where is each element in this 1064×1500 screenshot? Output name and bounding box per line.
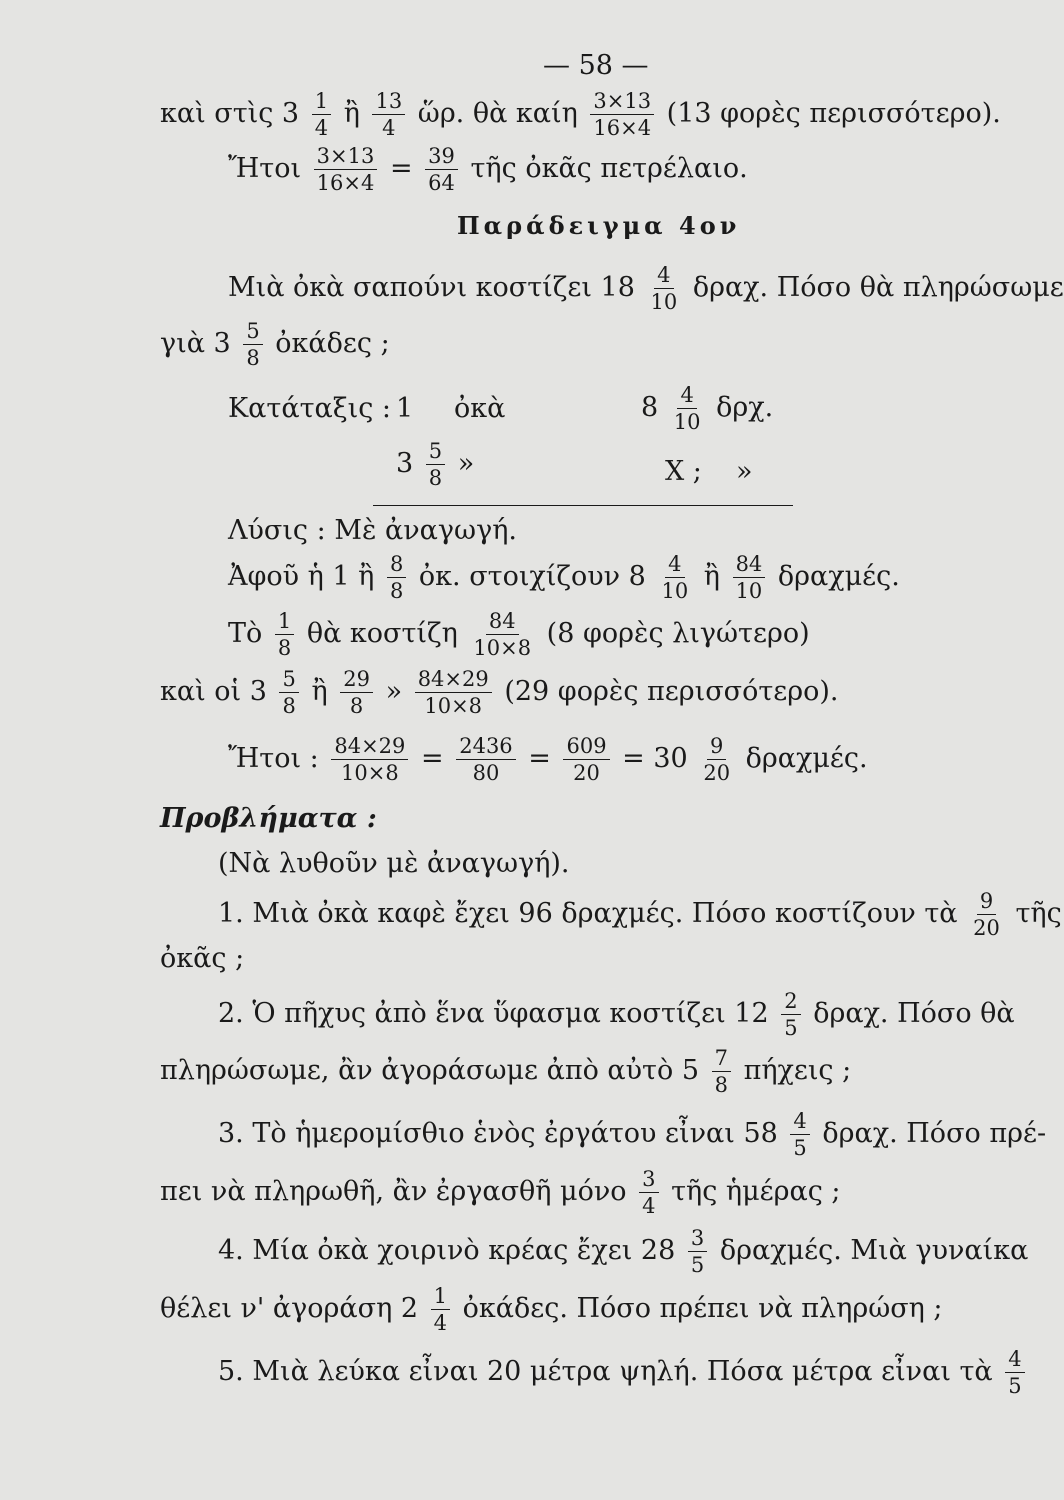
text: δραχμές. — [745, 743, 868, 775]
text: 1 — [396, 393, 414, 424]
problem-5 — [218, 1348, 1029, 1397]
text: » — [457, 448, 475, 480]
text: δραχ. Πόσο πρέ- — [822, 1118, 1047, 1150]
text: 3 — [396, 448, 414, 480]
text: τῆς ἡμέρας ; — [671, 1176, 841, 1208]
numerator: 3 — [688, 1227, 707, 1252]
problem-3 — [218, 1110, 1046, 1159]
text: Ἀφοῦ ἡ 1 ἢ — [228, 561, 375, 593]
fraction — [387, 553, 406, 602]
denominator: 8 — [349, 694, 364, 719]
text: καὶ στὶς 3 — [160, 98, 300, 130]
text: δραχ. Πόσο θὰ — [813, 998, 1015, 1030]
fraction — [781, 990, 800, 1039]
denominator: 10 — [735, 579, 763, 604]
fraction — [790, 1110, 809, 1159]
text-line — [396, 440, 474, 489]
denominator: 4 — [382, 116, 396, 141]
text: 5. Μιὰ λεύκα εἶναι 20 μέτρα ψηλή. Πόσα μέτρα εἶναι τὰ — [218, 1356, 993, 1388]
text: (29 φορὲς περισσότερο). — [504, 676, 839, 708]
denominator: 4 — [433, 1311, 447, 1336]
fraction — [243, 320, 262, 369]
fraction — [647, 264, 680, 313]
numerator: 39 — [425, 145, 458, 170]
text-line — [160, 668, 839, 717]
equals: = — [528, 743, 551, 775]
denominator: 4 — [314, 116, 329, 141]
fraction — [431, 1285, 450, 1334]
text: πει νὰ πληρωθῆ, ἂν ἐργασθῆ μόνο — [160, 1176, 627, 1208]
text: δραχ. Πόσο θὰ πληρώσωμε — [692, 272, 1064, 304]
fraction — [1005, 1348, 1024, 1397]
equals: = 30 — [622, 743, 688, 775]
fraction — [658, 553, 691, 602]
text-line — [641, 384, 773, 433]
text: ὀκάδες. Πόσο πρέπει νὰ πληρώση ; — [462, 1293, 943, 1325]
numerator: 1 — [431, 1285, 450, 1310]
numerator: 4 — [677, 384, 696, 409]
text: ὀκάδες ; — [275, 328, 390, 360]
text-line: Λύσις : Μὲ ἀναγωγή. — [228, 515, 517, 546]
fraction — [590, 90, 654, 139]
example-heading: Παράδειγμα 4ον — [457, 211, 741, 240]
text-line — [228, 264, 1064, 313]
text-line — [228, 735, 868, 784]
text-line — [228, 145, 748, 194]
text-line — [160, 1168, 841, 1217]
denominator: 10×8 — [341, 761, 399, 786]
denominator: 10 — [661, 579, 689, 604]
fraction — [275, 610, 294, 659]
text: ἢ — [343, 98, 360, 130]
text: δραχμές. Μιὰ γυναίκα — [719, 1235, 1029, 1267]
denominator: 10 — [650, 290, 678, 315]
denominator: 20 — [703, 761, 731, 786]
numerator: 3 — [639, 1168, 658, 1193]
denominator: 8 — [282, 694, 296, 719]
text: Ἤτοι : — [228, 743, 319, 775]
text-line — [228, 610, 810, 659]
fraction — [671, 384, 704, 433]
text: ὀκὰ — [454, 393, 506, 424]
denominator: 5 — [784, 1016, 798, 1041]
numerator: 3×13 — [590, 90, 654, 115]
text: 4. Μία ὀκὰ χοιρινὸ κρέας ἔχει 28 — [218, 1235, 676, 1267]
fraction — [331, 735, 408, 784]
text-line — [160, 320, 390, 369]
problem-4 — [218, 1227, 1028, 1276]
text-line: ὀκᾶς ; — [160, 943, 245, 974]
denominator: 8 — [277, 636, 292, 661]
text: γιὰ 3 — [160, 328, 231, 360]
denominator: 5 — [793, 1136, 807, 1161]
numerator: 3×13 — [314, 145, 378, 170]
numerator: 29 — [340, 668, 373, 693]
fraction — [372, 90, 405, 139]
numerator: 4 — [654, 264, 673, 289]
numerator: 13 — [372, 90, 405, 115]
text: ὀκ. στοιχίζουν 8 — [418, 561, 646, 593]
numerator: 1 — [275, 610, 294, 635]
text: » — [385, 676, 403, 708]
numerator: 5 — [279, 668, 298, 693]
text: καὶ οἱ 3 — [160, 676, 267, 708]
fraction — [470, 610, 534, 659]
numerator: 1 — [312, 90, 331, 115]
fraction — [426, 440, 445, 489]
fraction — [688, 1227, 707, 1276]
denominator: 80 — [472, 761, 500, 786]
text: » — [736, 456, 753, 487]
text: 8 — [641, 392, 659, 424]
text: (13 φορὲς περισσότερο). — [666, 98, 1001, 130]
fraction — [456, 735, 515, 784]
denominator: 10×8 — [473, 636, 532, 661]
text-line: Κατάταξις : — [228, 393, 392, 424]
divider — [373, 505, 793, 506]
text: ἢ — [311, 676, 328, 708]
denominator: 16×4 — [593, 116, 652, 141]
denominator: 20 — [973, 916, 1000, 941]
numerator: 7 — [712, 1047, 731, 1072]
numerator: 2436 — [456, 735, 515, 760]
text: Μιὰ ὀκὰ σαπούνι κοστίζει 18 — [228, 272, 635, 304]
denominator: 10×8 — [424, 694, 483, 719]
denominator: 8 — [714, 1073, 728, 1098]
denominator: 4 — [642, 1194, 656, 1219]
numerator: 84 — [733, 553, 766, 578]
denominator: 5 — [690, 1253, 705, 1278]
text-line — [228, 553, 900, 602]
page-number: — 58 — — [543, 50, 649, 81]
text: 2. Ὁ πῆχυς ἀπὸ ἕνα ὕφασμα κοστίζει 12 — [218, 998, 769, 1030]
problem-2 — [218, 990, 1015, 1039]
text: Χ ; — [665, 456, 702, 487]
fraction — [314, 145, 378, 194]
text: 1. Μιὰ ὀκὰ καφὲ ἔχει 96 δραχμές. Πόσο κοστίζουν τὰ — [218, 898, 958, 930]
denominator: 8 — [428, 466, 443, 491]
text: δραχμές. — [777, 561, 900, 593]
numerator: 84×29 — [415, 668, 492, 693]
numerator: 9 — [707, 735, 726, 760]
numerator: 4 — [1005, 1348, 1024, 1373]
text-line — [160, 1047, 851, 1096]
numerator: 4 — [665, 553, 684, 578]
numerator: 84×29 — [331, 735, 408, 760]
numerator: 5 — [426, 440, 445, 465]
denominator: 8 — [389, 579, 404, 604]
denominator: 10 — [673, 410, 701, 435]
text: θέλει ν' ἀγοράση 2 — [160, 1293, 419, 1325]
text: τῆς ὀκᾶς πετρέλαιο. — [470, 153, 748, 185]
numerator: 9 — [977, 890, 996, 915]
instructions: (Νὰ λυθοῦν μὲ ἀναγωγή). — [218, 848, 570, 879]
fraction — [639, 1168, 658, 1217]
text: (8 φορὲς λιγώτερο) — [546, 618, 810, 650]
fraction — [279, 668, 298, 717]
numerator: 8 — [387, 553, 406, 578]
numerator: 5 — [243, 320, 262, 345]
denominator: 16×4 — [316, 171, 375, 196]
fraction — [700, 735, 733, 784]
denominator: 20 — [573, 761, 600, 786]
text: Ἤτοι — [228, 153, 302, 185]
text: θὰ κοστίζη — [306, 618, 458, 650]
denominator: 64 — [428, 171, 455, 196]
problem-1 — [218, 890, 1062, 939]
fraction — [340, 668, 373, 717]
numerator: 4 — [790, 1110, 809, 1135]
equals: = — [421, 743, 444, 775]
fraction — [563, 735, 609, 784]
denominator: 8 — [246, 346, 260, 371]
denominator: 5 — [1008, 1374, 1022, 1399]
text: ὥρ. θὰ καίη — [417, 98, 578, 130]
text: Τὸ — [228, 618, 263, 650]
text: δρχ. — [716, 392, 774, 424]
numerator: 2 — [781, 990, 800, 1015]
fraction — [415, 668, 492, 717]
equals: = — [389, 153, 413, 185]
problems-heading: Προβλήματα : — [160, 803, 377, 834]
text-line — [160, 90, 1001, 139]
numerator: 609 — [563, 735, 609, 760]
text: 3. Τὸ ἡμερομίσθιο ἑνὸς ἐργάτου εἶναι 58 — [218, 1118, 778, 1150]
fraction — [712, 1047, 731, 1096]
text: ἢ — [703, 561, 720, 593]
text-line — [160, 1285, 943, 1334]
text: τῆς — [1015, 898, 1062, 930]
fraction — [425, 145, 458, 194]
numerator: 84 — [486, 610, 519, 635]
text: πήχεις ; — [743, 1055, 852, 1087]
fraction — [970, 890, 1003, 939]
text: πληρώσωμε, ἂν ἀγοράσωμε ἀπὸ αὐτὸ 5 — [160, 1055, 700, 1087]
fraction — [312, 90, 331, 139]
fraction — [733, 553, 766, 602]
